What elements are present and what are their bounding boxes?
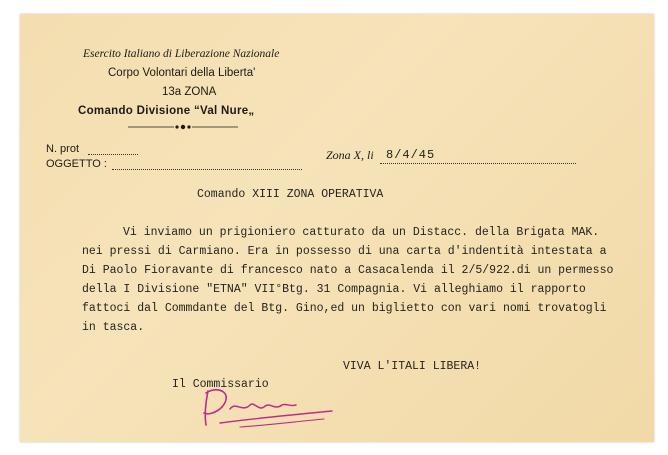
protocol-number-label: N. prot	[46, 143, 80, 155]
body-line: nei pressi di Carmiano. Era in possesso di una carta d'indentità intestata a	[82, 245, 607, 258]
body-line: in tasca.	[82, 321, 145, 334]
subject-line	[112, 169, 302, 170]
body-line: fattoci dal Commdante del Btg. Gino,ed un biglietto con vari nomi trovatogli	[82, 302, 607, 315]
signatory-title: Il Commissario	[172, 378, 269, 391]
letterhead-division: Comando Divisione “Val Nure„	[78, 105, 255, 117]
letterhead-zone: 13a ZONA	[162, 86, 217, 98]
closing-salute: VIVA L'ITALI LIBERA!	[343, 360, 482, 373]
letterhead-army: Esercito Italiano di Liberazione Nazionale	[83, 48, 280, 60]
handwritten-signature	[200, 383, 340, 431]
letterhead-flourish	[128, 122, 238, 132]
date-line	[380, 163, 576, 164]
subject-label: OGGETTO :	[46, 158, 107, 170]
letter-date: 8/4/45	[386, 148, 436, 162]
body-line: Di Paolo Fioravante di francesco nato a Casacalenda il 2/5/922.di un permesso	[82, 264, 614, 277]
body-line: Vi inviamo un prigioniero catturato da un Distacc. della Brigata MAK.	[123, 226, 600, 239]
recipient-line: Comando XIII ZONA OPERATIVA	[197, 188, 384, 201]
place-label: Zona X, li	[326, 148, 374, 162]
letterhead-corps: Corpo Volontari della Liberta'	[108, 67, 256, 79]
protocol-number-line	[88, 154, 138, 155]
body-line: della I Divisione "ETNA" VII°Btg. 31 Compagnia. Vi alleghiamo il rapporto	[82, 283, 586, 296]
